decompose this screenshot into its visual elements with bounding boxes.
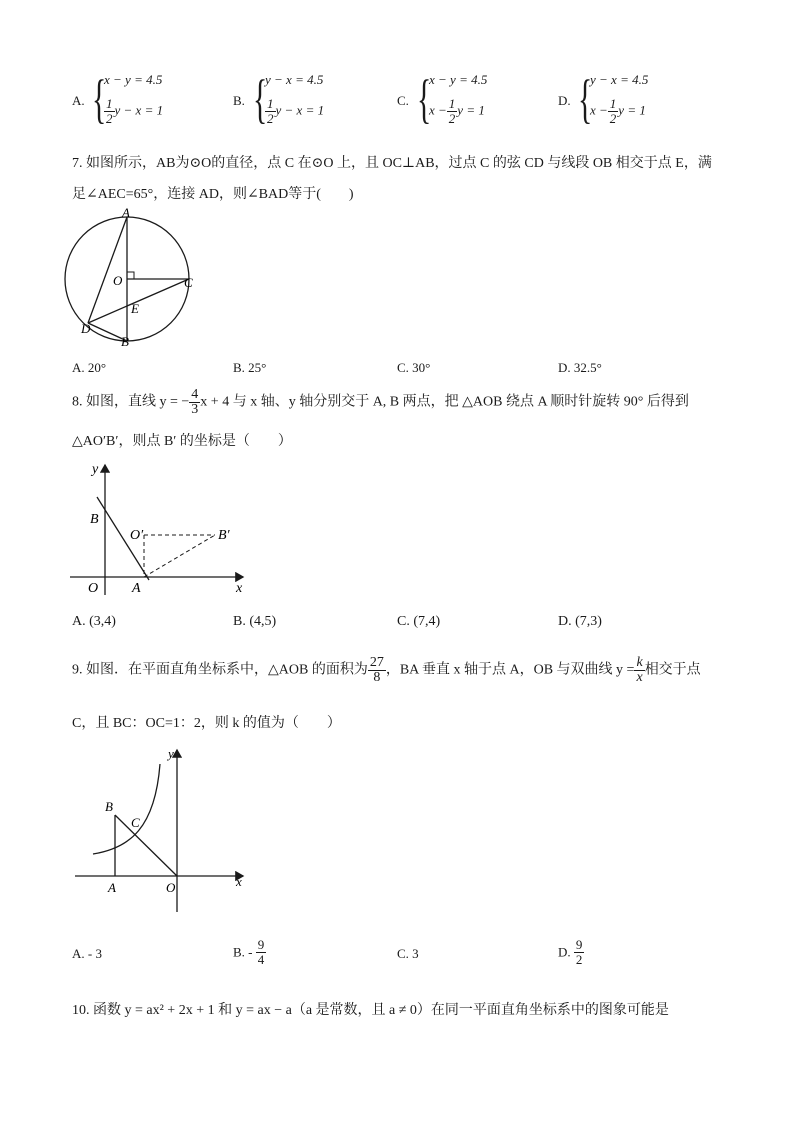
q9-text-part-a: 9. 如图．在平面直角坐标系中，△AOB 的面积为 bbox=[72, 662, 368, 678]
q7-label-e: E bbox=[131, 301, 139, 316]
q7-text-line1: 7. 如图所示，AB为⊙O的直径，点 C 在⊙O 上，且 OC⊥AB，过点 C 的弦 CD 与线段 OB 相交于点 E，满 bbox=[72, 156, 712, 171]
q9-text-part-c: 相交于点 bbox=[644, 662, 701, 678]
q9-option-d: D. $\frac{9}{2}$ bbox=[558, 937, 583, 967]
q6-option-d-eq1: y − x = 4.5 bbox=[590, 72, 649, 87]
q7-right-angle-mark bbox=[127, 272, 134, 279]
q7-segment-ad bbox=[88, 217, 127, 323]
q7-option-c: C. 30° bbox=[397, 360, 431, 375]
q7-label-d: D bbox=[81, 321, 91, 336]
q6-option-b-eq2: $\frac{1}{2}$ y − x = 1 bbox=[267, 96, 325, 126]
q9-label-b: B bbox=[105, 799, 113, 814]
q6-option-c-eq1: x − y = 4.5 bbox=[429, 72, 488, 87]
q6-option-b-label: B. bbox=[233, 93, 245, 108]
q9-text-line2: C，且 BC：OC=1：2，则 k 的值为（ ） bbox=[72, 716, 341, 731]
q8-label-o1: O′ bbox=[130, 528, 144, 543]
q7-label-a: A bbox=[122, 205, 130, 220]
q6-option-c-label: C. bbox=[397, 93, 409, 108]
q9-option-b: B. - $\frac{9}{4}$ bbox=[233, 937, 265, 967]
q9-k-den: x bbox=[636, 670, 643, 685]
q8-option-c: C. (7,4) bbox=[397, 614, 441, 629]
q6-option-a-eq2: $\frac{1}{2}$ y − x = 1 bbox=[106, 96, 164, 126]
q9-text-line1 bbox=[72, 656, 701, 685]
q9-option-a: A. - 3 bbox=[72, 946, 102, 961]
q8-label-y: y bbox=[92, 462, 99, 477]
q8-dashed-ab1 bbox=[144, 535, 215, 577]
q9-hyperbola bbox=[93, 764, 160, 854]
q9-option-c: C. 3 bbox=[397, 946, 419, 961]
q7-label-c: C bbox=[184, 275, 193, 290]
q7-option-d: D. 32.5° bbox=[558, 360, 602, 375]
q6-option-b-eq1: y − x = 4.5 bbox=[265, 72, 324, 87]
q6-option-a-brace: { bbox=[92, 69, 107, 129]
q8-option-b: B. (4,5) bbox=[233, 614, 277, 629]
q6-option-c-brace: { bbox=[417, 69, 432, 129]
q7-option-a: A. 20° bbox=[72, 360, 107, 375]
q6-option-d-brace: { bbox=[578, 69, 593, 129]
q8-coordinate-figure bbox=[60, 455, 260, 605]
q9-coordinate-figure bbox=[60, 740, 260, 920]
q9-label-a: A bbox=[108, 880, 116, 895]
q9-k-num: k bbox=[636, 655, 643, 670]
q7-option-b: B. 25° bbox=[233, 360, 267, 375]
q9-label-y: y bbox=[168, 746, 174, 761]
q6-option-a-eq1: x − y = 4.5 bbox=[104, 72, 163, 87]
q8-label-o: O bbox=[88, 581, 99, 596]
q6-option-c-eq2: x − $\frac{1}{2}$ y = 1 bbox=[429, 96, 485, 126]
q9-label-o: O bbox=[166, 880, 176, 895]
q9-text-part-b: ，BA 垂直 x 轴于点 A，OB 与双曲线 y = bbox=[385, 662, 635, 678]
q9-label-x: x bbox=[236, 874, 242, 889]
q8-text-line1 bbox=[72, 388, 689, 417]
q8-text-line2: △AO′B′，则点 B′ 的坐标是（ ） bbox=[72, 434, 292, 449]
q7-label-b: B bbox=[121, 334, 129, 349]
q7-circle-figure bbox=[60, 205, 210, 353]
q10-text: 10. 函数 y = ax² + 2x + 1 和 y = ax − a（a 是常数，且 a ≠ 0）在同一平面直角坐标系中的图象可能是 bbox=[72, 1003, 669, 1018]
q8-option-a: A. (3,4) bbox=[72, 614, 116, 629]
q8-option-d: D. (7,3) bbox=[558, 614, 602, 629]
q6-option-d-eq2: x − $\frac{1}{2}$ y = 1 bbox=[590, 96, 646, 126]
q9-area-num: 27 bbox=[369, 655, 384, 670]
q8-label-a: A bbox=[132, 581, 141, 596]
q6-option-d-label: D. bbox=[558, 93, 571, 108]
q6-option-a-label: A. bbox=[72, 93, 85, 108]
q9-area-den: 8 bbox=[373, 670, 381, 685]
q7-text-line2: 足∠AEC=65°，连接 AD，则∠BAD等于( ) bbox=[72, 187, 354, 202]
q7-label-o: O bbox=[113, 273, 123, 288]
q8-text-part-a: 8. 如图，直线 y = − bbox=[72, 394, 190, 410]
q8-text-part-b: x + 4 与 x 轴、y 轴分别交于 A, B 两点，把 △AOB 绕点 A 顺时针旋转 90° 后得到 bbox=[200, 394, 689, 410]
q9-label-c: C bbox=[131, 815, 140, 830]
q8-frac-den: 3 bbox=[191, 402, 199, 417]
q8-label-b: B bbox=[90, 512, 99, 527]
q8-label-b1: B′ bbox=[218, 528, 230, 543]
q6-option-b-brace: { bbox=[253, 69, 268, 129]
q8-frac-num: 4 bbox=[191, 387, 199, 402]
q9-segment-bo bbox=[115, 815, 177, 876]
q8-label-x: x bbox=[236, 581, 243, 596]
